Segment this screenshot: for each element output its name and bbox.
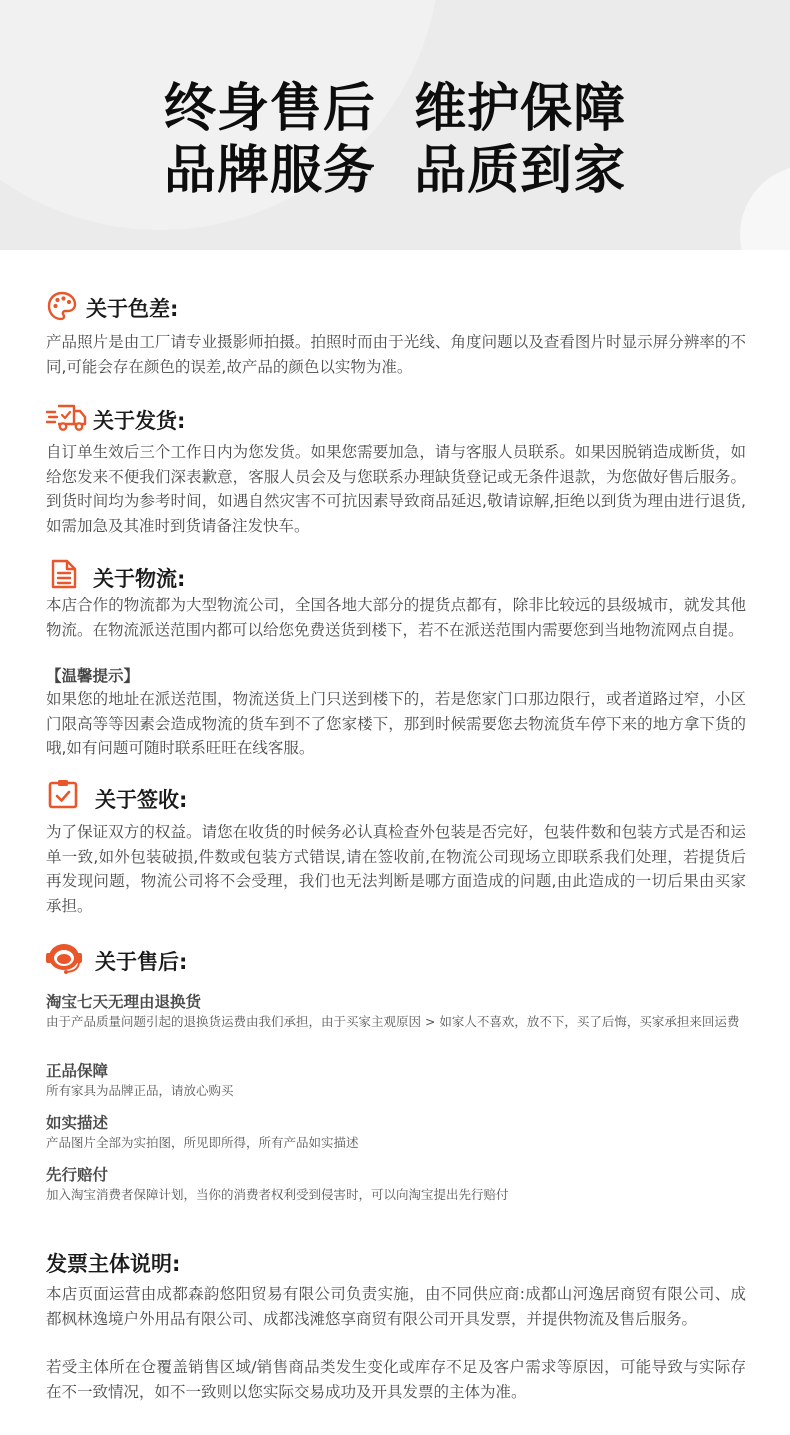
document-icon: [48, 558, 80, 590]
after-sales-item-title: 先行赔付: [46, 1166, 109, 1184]
truck-icon: [46, 401, 88, 433]
after-sales-item-title: 如实描述: [46, 1114, 109, 1132]
headset-icon: [45, 940, 83, 976]
after-sales-item-title: 淘宝七天无理由退换货: [46, 993, 202, 1011]
signing-text: 为了保证双方的权益。请您在收货的时候务必认真检查外包装是否完好，包装件数和包装方式是否和运单一致,如外包装破损,件数或包装方式错误,请在签收前,在物流公司现场立即联系我们处理，若提货后再发现问题，物流公司将不会受理，我们也无法判断是哪方面造成的问题,由此造成的一切后果由买家承担。: [46, 823, 746, 915]
color-difference-text: 产品照片是由工厂请专业摄影师拍摄。拍照时而由于光线、角度问题以及查看图片时显示屏分辨率的不同,可能会存在颜色的误差,故产品的颜色以实物为准。: [46, 333, 746, 376]
section-title-logistics: 关于物流:: [93, 567, 186, 591]
section-title-color-difference: 关于色差:: [86, 297, 179, 321]
after-sales-item-title: 正品保障: [46, 1062, 109, 1080]
after-sales-item-text: 所有家具为品牌正品，请放心购买: [46, 1083, 234, 1098]
section-title-after-sales: 关于售后:: [95, 950, 188, 974]
after-sales-item-text: 由于产品质量问题引起的退换货运费由我们承担，由于买家主观原因 > 如家人不喜欢，放不下，买了后悔，买家承担来回运费: [46, 1014, 740, 1029]
banner-title-line-1: 终身售后 维护保障: [163, 79, 627, 139]
section-title-signing: 关于签收:: [95, 788, 188, 812]
palette-icon: [46, 290, 78, 322]
after-sales-item-text: 加入淘宝消费者保障计划，当你的消费者权利受到侵害时，可以向淘宝提出先行赔付: [46, 1187, 509, 1202]
shipping-text: 自订单生效后三个工作日内为您发货。如果您需要加急，请与客服人员联系。如果因脱销造成断货，如给您发来不便我们深表歉意，客服人员会及与您联系办理缺货登记或无条件退款，为您做好售后服务。到货时间均为参考时间，如遇自然灾害不可抗因素导致商品延迟,敬请谅解,拒绝以到货为理由进行退货,如需加急及其准时到货请备注发快车。: [46, 443, 746, 535]
section-title-shipping: 关于发货:: [93, 409, 186, 433]
section-title-invoice: 发票主体说明:: [46, 1252, 181, 1276]
hero-banner: [0, 0, 790, 250]
after-sales-item-text: 产品图片全部为实拍图，所见即所得，所有产品如实描述: [46, 1135, 359, 1150]
warm-tip-text: 如果您的地址在派送范围，物流送货上门只送到楼下的，若是您家门口那边限行，或者道路过窄，小区门限高等等因素会造成物流的货车到不了您家楼下，那到时候需要您去物流货车停下来的地方拿下货的哦,如有问题可随时联系旺旺在线客服。: [46, 690, 746, 757]
clipboard-check-icon: [47, 778, 79, 810]
invoice-text-2: 若受主体所在仓覆盖销售区域/销售商品类发生变化或库存不足及客户需求等原因，可能导致与实际存在不一致情况，如不一致则以您实际交易成功及开具发票的主体为准。: [46, 1358, 746, 1401]
logistics-text: 本店合作的物流都为大型物流公司，全国各地大部分的提货点都有，除非比较远的县级城市，就发其他物流。在物流派送范围内都可以给您免费送货到楼下，若不在派送范围内需要您到当地物流网点自提。: [46, 596, 746, 639]
warm-tip-label: 【温馨提示】: [46, 667, 140, 685]
invoice-text: 本店页面运营由成都森韵悠阳贸易有限公司负责实施，由不同供应商:成都山河逸居商贸有限公司、成都枫林逸境户外用品有限公司、成都浅滩悠享商贸有限公司开具发票，并提供物流及售后服务。: [46, 1285, 746, 1328]
banner-title-line-2: 品牌服务 品质到家: [163, 141, 627, 201]
